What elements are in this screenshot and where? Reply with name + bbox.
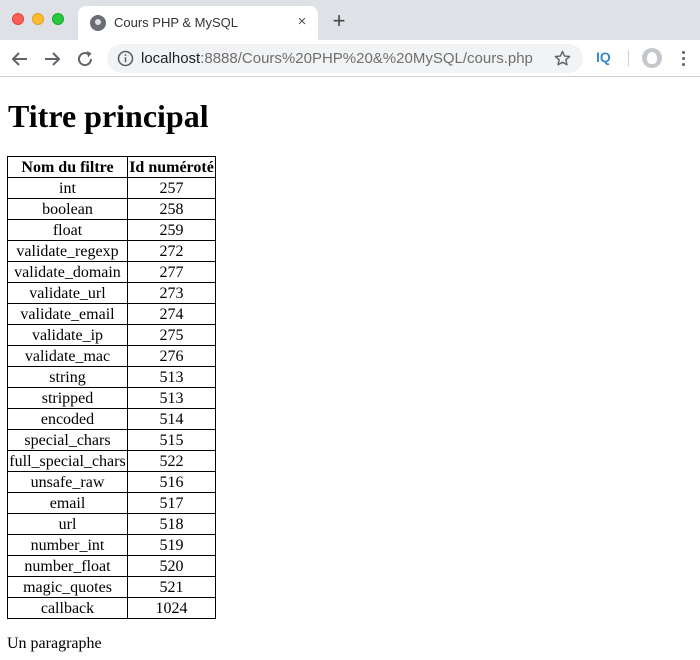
table-row: [8, 346, 216, 367]
filter-table: [7, 156, 216, 619]
url-text: [141, 50, 533, 67]
table-row: [8, 304, 216, 325]
table-row: [8, 199, 216, 220]
back-arrow-icon[interactable]: [9, 48, 31, 70]
url-path: :8888/Cours%20PHP%20&%20MySQL/cours.php: [200, 50, 533, 67]
filter-name-cell: validate_regexp: [8, 241, 128, 262]
page-content: [0, 78, 700, 660]
filter-id-cell: 274: [128, 304, 216, 325]
filter-id-cell: 276: [128, 346, 216, 367]
table-row: [8, 493, 216, 514]
minimize-window-button[interactable]: [32, 13, 44, 25]
filter-name-cell: validate_url: [8, 283, 128, 304]
tab-title: Cours PHP & MySQL: [114, 15, 239, 30]
info-icon[interactable]: [117, 50, 134, 67]
table-row: [8, 283, 216, 304]
filter-id-cell: 515: [128, 430, 216, 451]
tab-close-icon[interactable]: ×: [297, 13, 307, 30]
url-host: localhost: [141, 50, 201, 67]
table-row: [8, 430, 216, 451]
favicon-icon: [90, 15, 106, 31]
table-row: [8, 388, 216, 409]
filter-id-cell: 520: [128, 556, 216, 577]
filter-name-cell: float: [8, 220, 128, 241]
filter-id-cell: 513: [128, 367, 216, 388]
filter-name-cell: int: [8, 178, 128, 199]
filter-name-cell: email: [8, 493, 128, 514]
filter-id-cell: 522: [128, 451, 216, 472]
table-row: [8, 241, 216, 262]
filter-id-cell: 273: [128, 283, 216, 304]
table-row: [8, 367, 216, 388]
table-row: [8, 325, 216, 346]
filter-id-cell: 513: [128, 388, 216, 409]
filter-name-cell: validate_ip: [8, 325, 128, 346]
filter-name-cell: callback: [8, 598, 128, 619]
table-row: [8, 220, 216, 241]
paragraph: Un paragraphe: [7, 635, 102, 652]
table-row: [8, 451, 216, 472]
new-tab-button[interactable]: +: [332, 8, 346, 33]
table-header-row: [8, 157, 216, 178]
filter-name-cell: stripped: [8, 388, 128, 409]
table-row: [8, 598, 216, 619]
iq-extension-icon[interactable]: IQ: [596, 49, 611, 65]
filter-name-cell: special_chars: [8, 430, 128, 451]
filter-name-cell: unsafe_raw: [8, 472, 128, 493]
filter-name-cell: validate_email: [8, 304, 128, 325]
filter-id-cell: 275: [128, 325, 216, 346]
table-row: [8, 472, 216, 493]
forward-arrow-icon[interactable]: [41, 48, 63, 70]
filter-name-cell: validate_domain: [8, 262, 128, 283]
toolbar: [0, 40, 700, 77]
table-row: [8, 514, 216, 535]
reload-icon[interactable]: [74, 48, 96, 70]
tab-active[interactable]: [78, 6, 318, 40]
bookmark-star-icon[interactable]: [553, 49, 572, 68]
filter-id-cell: 259: [128, 220, 216, 241]
address-bar[interactable]: [107, 44, 583, 73]
filter-id-cell: 516: [128, 472, 216, 493]
column-header-id: Id numéroté: [129, 158, 214, 176]
filter-name-cell: string: [8, 367, 128, 388]
table-row: [8, 409, 216, 430]
filter-id-cell: 277: [128, 262, 216, 283]
filter-id-cell: 258: [128, 199, 216, 220]
filter-id-cell: 519: [128, 535, 216, 556]
maximize-window-button[interactable]: [52, 13, 64, 25]
table-row: [8, 262, 216, 283]
tab-strip: [0, 0, 700, 40]
filter-id-cell: 517: [128, 493, 216, 514]
filter-id-cell: 521: [128, 577, 216, 598]
filter-id-cell: 1024: [128, 598, 216, 619]
column-header-name: Nom du filtre: [8, 157, 128, 178]
filter-name-cell: number_int: [8, 535, 128, 556]
filter-id-cell: 272: [128, 241, 216, 262]
page-title: Titre principal: [8, 98, 209, 134]
filter-id-cell: 257: [128, 178, 216, 199]
table-row: [8, 535, 216, 556]
toolbar-divider: [628, 50, 629, 66]
filter-name-cell: validate_mac: [8, 346, 128, 367]
filter-id-cell: 514: [128, 409, 216, 430]
kebab-menu-icon[interactable]: [676, 49, 692, 67]
filter-id-cell: 518: [128, 514, 216, 535]
table-row: [8, 577, 216, 598]
filter-name-cell: magic_quotes: [8, 577, 128, 598]
profile-avatar[interactable]: [642, 48, 662, 68]
filter-name-cell: boolean: [8, 199, 128, 220]
close-window-button[interactable]: [12, 13, 24, 25]
filter-name-cell: full_special_chars: [9, 452, 126, 470]
filter-name-cell: url: [8, 514, 128, 535]
filter-name-cell: number_float: [8, 556, 128, 577]
table-row: [8, 178, 216, 199]
table-row: [8, 556, 216, 577]
filter-name-cell: encoded: [8, 409, 128, 430]
